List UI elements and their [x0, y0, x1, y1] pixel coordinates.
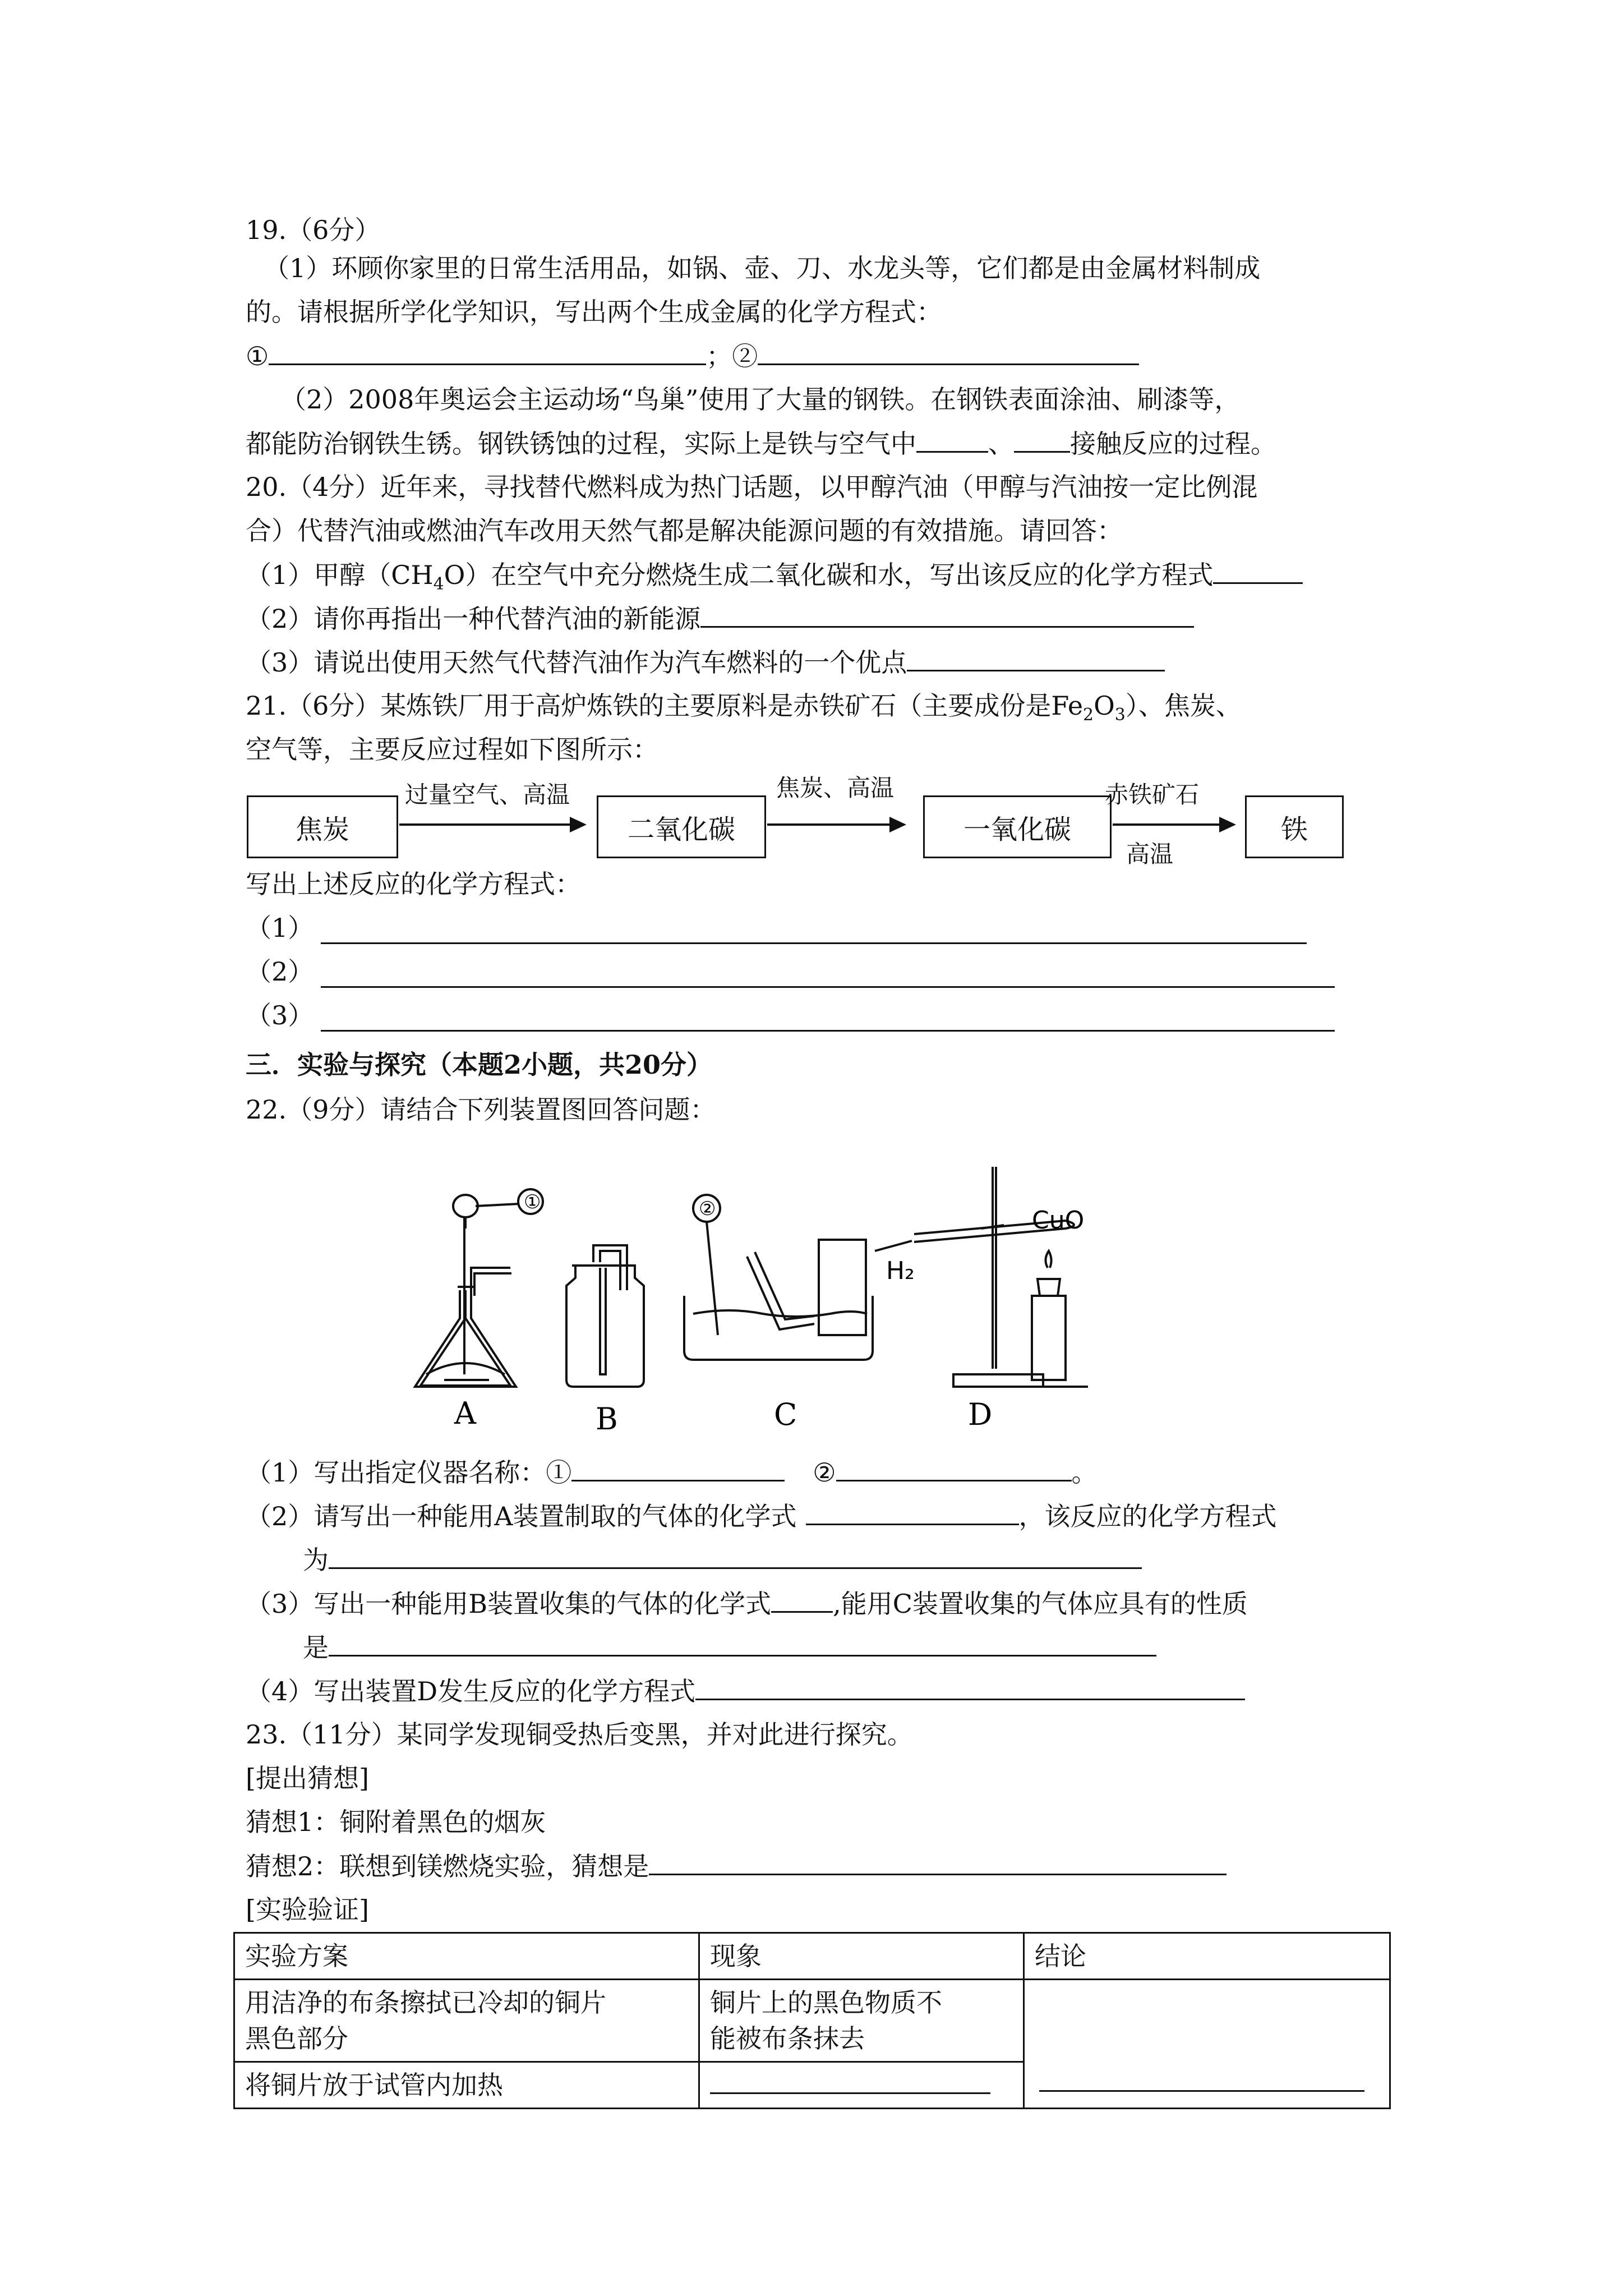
- flow-arrow3-line: [1113, 823, 1220, 826]
- q22-sub4: [246, 1675, 1245, 1707]
- q22-title: 22.（9分）请结合下列装置图回答问题：: [246, 1094, 716, 1125]
- q19-part2-line1: （2）2008年奥运会主运动场“鸟巢”使用了大量的钢铁。在钢铁表面涂油、刷漆等，: [280, 384, 1241, 415]
- q20-sub1-pre: （1）甲醇（CH: [246, 560, 434, 590]
- q20-sub2: [246, 602, 1194, 634]
- flow-arrow3-label-top: 赤铁矿石: [1105, 781, 1200, 808]
- q20-sub3: [246, 646, 1165, 678]
- q21-sub-1: 2: [1083, 705, 1094, 725]
- table-row1-plan: [234, 1980, 699, 2062]
- q19-part2-text: 都能防治钢铁生锈。钢铁锈蚀的过程，实际上是铁与空气中: [246, 429, 916, 459]
- q21-prompt: 写出上述反应的化学方程式：: [246, 869, 581, 899]
- q22-sub2-text: （2）请写出一种能用A装置制取的气体的化学式: [246, 1501, 797, 1531]
- label-cuo: CuO: [1032, 1206, 1085, 1235]
- q23-hypothesis-heading: [提出猜想]: [246, 1763, 369, 1793]
- flow-arrow3-label-bottom: 高温: [1126, 840, 1174, 868]
- q19-blank-gas-2[interactable]: [1014, 427, 1070, 453]
- q21-eq1-label: （1）: [246, 913, 314, 943]
- q22-sub3-cont-text: 是: [303, 1632, 329, 1663]
- label-d: D: [968, 1397, 993, 1432]
- q23-blank-guess[interactable]: [649, 1850, 1227, 1875]
- flow-arrow2-line: [767, 823, 891, 826]
- q23-guess-1: 猜想1：铜附着黑色的烟灰: [246, 1807, 546, 1837]
- flow-arrow2-head: [889, 817, 906, 832]
- q21-title-line1: [246, 690, 1242, 731]
- table-row1-phenomenon: [699, 1980, 1024, 2062]
- experiment-table: [233, 1932, 1391, 2109]
- q21-eq3-blank[interactable]: [321, 1030, 1335, 1032]
- table-header-row: [234, 1933, 1390, 1980]
- q20-blank-3[interactable]: [907, 646, 1165, 671]
- flow-arrow3-head: [1219, 817, 1236, 832]
- q21-eq1-blank[interactable]: [321, 942, 1307, 944]
- q22-sub4-text: （4）写出装置D发生反应的化学方程式: [246, 1676, 696, 1706]
- flow-box-co: 一氧化碳: [923, 795, 1112, 858]
- q22-sub1-text: （1）写出指定仪器名称：①: [246, 1457, 572, 1488]
- q23-verify-heading: [实验验证]: [246, 1894, 369, 1925]
- q22-sub3-text: （3）写出一种能用B装置收集的气体的化学式: [246, 1589, 772, 1619]
- q21-title-pre: 21.（6分）某炼铁厂用于高炉炼铁的主要原料是赤铁矿石（主要成份是Fe: [246, 691, 1083, 721]
- q19-answer-blank-2[interactable]: [758, 340, 1139, 365]
- q19-title: 19.（6分）: [246, 215, 381, 245]
- q19-part1-line2: 的。请根据所学化学知识，写出两个生成金属的化学方程式：: [246, 297, 942, 327]
- q21-sub-2: 3: [1114, 705, 1126, 725]
- q21-eq3-label: （3）: [246, 1000, 314, 1030]
- q19-part2-end: 接触反应的过程。: [1070, 429, 1276, 459]
- q22-sub2: [246, 1500, 1277, 1532]
- q20-sub3-text: （3）请说出使用天然气代替汽油作为汽车燃料的一个优点: [246, 647, 907, 678]
- q22-sub2-cont-text: 为: [303, 1545, 329, 1575]
- q20-blank-2[interactable]: [700, 602, 1194, 628]
- flow-arrow1-line: [399, 823, 571, 826]
- q19-answer-marker-1: ①: [246, 341, 269, 371]
- label-b: B: [596, 1401, 618, 1436]
- q22-sub1: [246, 1456, 1098, 1488]
- apparatus-figure: [393, 1167, 1267, 1436]
- q23-guess-2-text: 猜想2：联想到镁燃烧实验，猜想是: [246, 1851, 649, 1881]
- marker-1: ①: [524, 1191, 541, 1213]
- q21-title-line2: 空气等，主要反应过程如下图所示：: [246, 734, 658, 765]
- table-conclusion-cell: [1024, 1980, 1390, 2109]
- q20-sub1-post: O）在空气中充分燃烧生成二氧化碳和水，写出该反应的化学方程式: [444, 560, 1214, 590]
- flow-arrow1-head: [570, 817, 587, 832]
- table-blank-conclusion[interactable]: [1039, 2067, 1364, 2092]
- q22-sub3: [246, 1588, 1248, 1619]
- q21-eq2-blank[interactable]: [321, 986, 1335, 988]
- table-row1-phen-line1: 铜片上的黑色物质不: [710, 1987, 942, 2018]
- flow-box-coke: 焦炭: [247, 795, 398, 858]
- q22-sub3-text-b: ,能用C装置收集的气体应具有的性质: [833, 1589, 1248, 1619]
- table-header-phenomenon: 现象: [699, 1933, 1024, 1980]
- q20-blank-1[interactable]: [1213, 559, 1303, 584]
- flow-box-co2: 二氧化碳: [597, 795, 766, 858]
- q22-sub2-text-b: ，该反应的化学方程式: [1018, 1501, 1277, 1531]
- q22-blank-d-equation[interactable]: [695, 1675, 1245, 1700]
- flow-arrow2-label: 焦炭、高温: [776, 774, 895, 802]
- label-a: A: [454, 1396, 476, 1431]
- q19-answer-blank-1[interactable]: [269, 340, 706, 365]
- flow-arrow1-label: 过量空气、高温: [405, 781, 570, 808]
- label-c: C: [774, 1397, 797, 1432]
- table-header-conclusion: 结论: [1024, 1933, 1390, 1980]
- q19-answer-line: [246, 340, 1139, 372]
- q21-title-mid: O: [1094, 691, 1115, 721]
- q20-sub2-text: （2）请你再指出一种代替汽油的新能源: [246, 604, 701, 634]
- q19-part2-sep: 、: [988, 429, 1014, 459]
- q20-title-line2: 合）代替汽油或燃油汽车改用天然气都是解决能源问题的有效措施。请回答：: [246, 516, 1123, 546]
- q20-sub1: [246, 559, 1303, 600]
- q23-guess-2: [246, 1850, 1227, 1882]
- section-3-heading: 三．实验与探究（本题2小题，共20分）: [246, 1050, 713, 1080]
- q22-sub2-cont: [303, 1544, 1142, 1576]
- q21-title-post: ）、焦炭、: [1125, 691, 1242, 721]
- q19-part2-line2: [246, 427, 1276, 459]
- q22-blank-property[interactable]: [329, 1631, 1156, 1657]
- q19-part1-line1: （1）环顾你家里的日常生活用品，如锅、壶、刀、水龙头等，它们都是由金属材料制成: [264, 253, 1261, 283]
- table-row: [234, 1980, 1390, 2062]
- q22-blank-instr-1[interactable]: [571, 1456, 785, 1481]
- q20-sub1-sub: 4: [433, 574, 444, 595]
- flow-box-iron: 铁: [1245, 795, 1344, 858]
- q22-blank-gas-b[interactable]: [771, 1588, 833, 1613]
- q20-title-line1: 20.（4分）近年来，寻找替代燃料成为热门话题，以甲醇汽油（甲醇与汽油按一定比例混: [246, 472, 1258, 502]
- q19-blank-gas-1[interactable]: [916, 427, 988, 453]
- table-blank-phenomenon[interactable]: [710, 2069, 990, 2094]
- table-row1-phen-line2: 能被布条抹去: [710, 2023, 865, 2054]
- table-row2-phenomenon: [699, 2062, 1024, 2109]
- q21-eq2-label: （2）: [246, 956, 314, 987]
- q22-blank-instr-2[interactable]: [836, 1456, 1072, 1481]
- q22-sub1-marker-2: ②: [813, 1457, 836, 1488]
- q22-sub1-end: 。: [1071, 1457, 1098, 1488]
- q22-blank-equation[interactable]: [329, 1544, 1142, 1569]
- table-header-plan: 实验方案: [234, 1933, 699, 1980]
- q22-sub3-cont: [303, 1631, 1156, 1663]
- apparatus-a: [415, 1189, 543, 1387]
- marker-2: ②: [699, 1198, 716, 1220]
- table-row1-plan-line1: 用洁净的布条擦拭已冷却的铜片: [245, 1987, 606, 2018]
- q19-answer-sep: ；②: [706, 341, 758, 371]
- q22-blank-formula[interactable]: [806, 1500, 1019, 1525]
- table-row1-plan-line2: 黑色部分: [245, 2023, 348, 2054]
- table-row2-plan: 将铜片放于试管内加热: [234, 2062, 699, 2109]
- apparatus-b: [566, 1245, 644, 1387]
- q23-title: 23.（11分）某同学发现铜受热后变黑，并对此进行探究。: [246, 1719, 913, 1750]
- label-h2: H₂: [886, 1257, 915, 1285]
